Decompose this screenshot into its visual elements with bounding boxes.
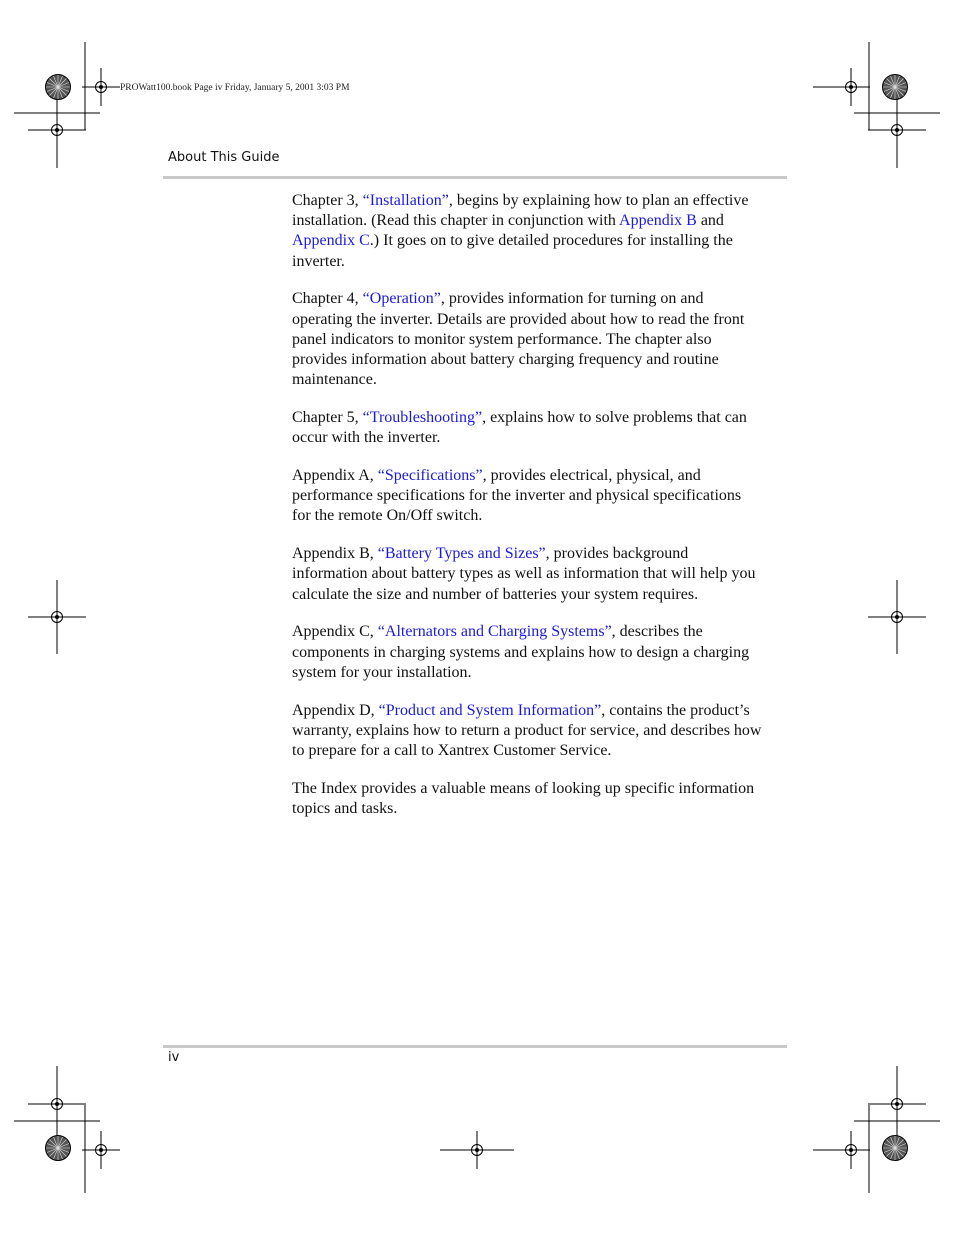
text-run: Chapter 4, xyxy=(292,290,363,308)
link-battery-types-and-sizes[interactable]: “Battery Types and Sizes” xyxy=(377,545,546,563)
paragraph-appendix-d xyxy=(292,701,762,762)
text-run: , describes the components in charging systems and explains how to design a charging system for your installation. xyxy=(292,623,750,681)
print-slug: PROWatt100.book Page iv Friday, January 5, 2001 3:03 PM xyxy=(120,83,350,93)
paragraph-appendix-a xyxy=(292,466,762,527)
text-run: , provides background information about battery types as well as information that will help you calculate the size and number of batteries your system requires. xyxy=(292,545,756,603)
footer-rule xyxy=(163,1045,787,1048)
text-run: , provides information for turning on and operating the inverter. Details are provided about how to read the front panel indicators to monitor system performance. The chapter also provides information about battery charging frequency and routine maintenance. xyxy=(292,290,745,389)
body-text xyxy=(292,191,762,837)
text-run: and xyxy=(696,212,724,230)
link-alternators-and-charging-systems[interactable]: “Alternators and Charging Systems” xyxy=(377,623,612,641)
paragraph-appendix-b xyxy=(292,544,762,605)
link-specifications[interactable]: “Specifications” xyxy=(377,467,483,485)
text-run: , provides electrical, physical, and performance specifications for the inverter and physical specifications for the remote On/Off switch. xyxy=(292,467,742,525)
text-run: , contains the product’s warranty, explains how to return a product for service, and describes how to prepare for a call to Xantrex Customer Service. xyxy=(292,701,762,760)
text-run: Appendix C, xyxy=(292,623,378,641)
paragraph-index: The Index provides a valuable means of looking up specific information topics and tasks. xyxy=(292,779,755,818)
header-rule xyxy=(163,176,787,179)
link-appendix-c[interactable]: Appendix C xyxy=(292,232,370,250)
running-head: About This Guide xyxy=(168,150,280,165)
text-run: Appendix A, xyxy=(292,467,378,485)
link-installation[interactable]: “Installation” xyxy=(362,192,449,209)
paragraph-chapter-5 xyxy=(292,408,762,448)
text-run: Chapter 5, xyxy=(292,409,363,427)
paragraph-chapter-3 xyxy=(292,191,762,272)
paragraph-chapter-4 xyxy=(292,289,762,390)
text-run: Chapter 3, xyxy=(292,192,363,209)
link-appendix-b[interactable]: Appendix B xyxy=(619,212,697,230)
text-run: , begins by explaining how to plan an effective installation. (Read this chapter in conjunction with xyxy=(292,192,749,230)
text-run: Appendix D, xyxy=(292,701,379,719)
link-troubleshooting[interactable]: “Troubleshooting” xyxy=(362,409,483,427)
link-operation[interactable]: “Operation” xyxy=(362,290,441,308)
paragraph-appendix-c xyxy=(292,622,762,683)
text-run: Appendix B, xyxy=(292,545,378,563)
text-run: , explains how to solve problems that can occur with the inverter. xyxy=(292,409,747,447)
page-number: iv xyxy=(168,1050,180,1065)
link-product-and-system-information[interactable]: “Product and System Information” xyxy=(378,701,602,719)
text-run: .) It goes on to give detailed procedures for installing the inverter. xyxy=(292,232,733,270)
